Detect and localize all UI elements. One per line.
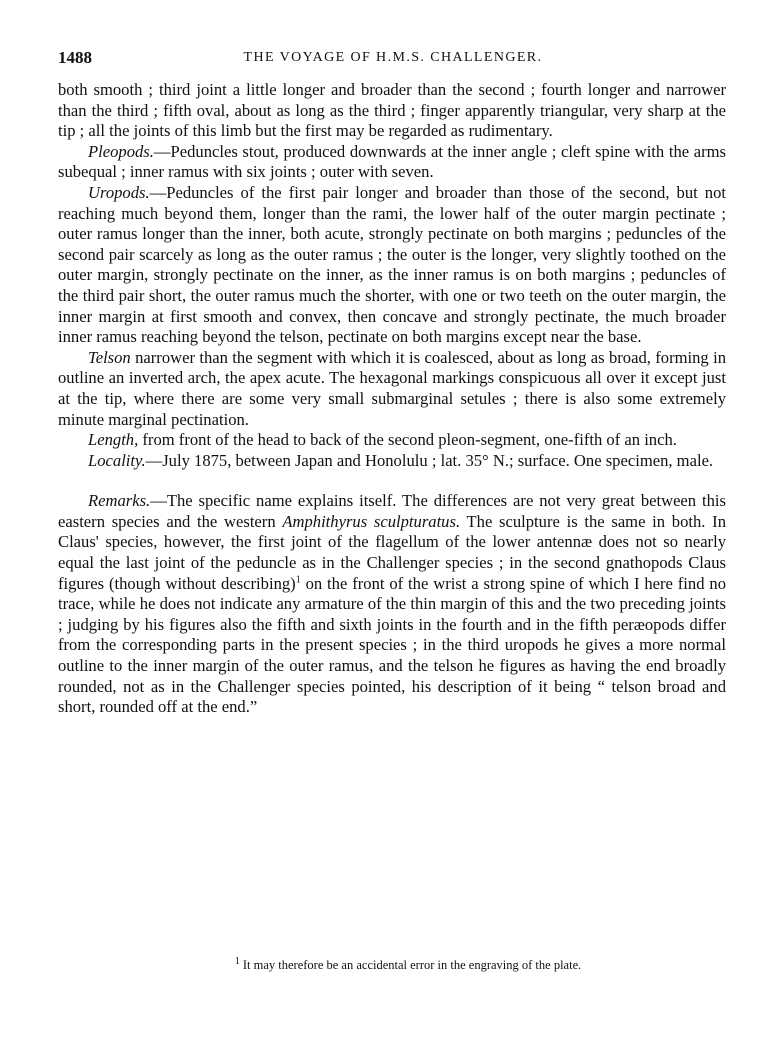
paragraph-text: narrower than the segment with which it is coalesced, about as long as broad, forming in outline an inverted arch, the apex acute. The hexagonal markings conspicuous all over it except just at the tip, where there are some very small submarginal setules ; there is also some extremely minute marginal pectination. [58,347,726,429]
paragraph-length [58,430,726,451]
paragraph-telson [58,348,726,430]
paragraph-text: —Peduncles of the first pair longer and broader than those of the second, but not reaching much beyond them, longer than the rami, the lower half of the outer margin pectinate ; outer ramus longer than the inner, both acute, strongly pectinate on both margins ; peduncles of the second pair scarcely as long as the outer ramus ; the outer is the longer, very slightly toothed on the outer margin, strongly pectinate on the inner, as the inner ramus is on both margins ; peduncles of the third pair short, the outer ramus much the shorter, with one or two teeth on the outer margin, the inner margin at first smooth and convex, then concave and strongly pectinate, the much broader inner ramus reaching beyond the telson, pectinate on both margins except near the base. [58,182,726,347]
paragraph-heading: Locality. [88,450,146,470]
remarks-text-1: —The specific name explains itself. The differences are not very great between this eastern species and the western [58,491,726,531]
remarks-text-3: on the front of the wrist a strong spine of which I here find no trace, while he does not indicate any armature of the thin margin of this and the two preceding joints ; judging by his figures also the fifth and sixth joints in the fourth and in the fifth peræopods differ from the corresponding parts in the present species ; in the third uropods he gives a more normal outline to the inner margin of the outer ramus, and the telson he figures as having the end broadly rounded, not as in the Challenger species pointed, his description of it being “ telson broad and short, rounded off at the end.” [58,573,726,717]
paragraph-continuation [58,80,726,142]
paragraph-pleopods [58,142,726,183]
paragraph-text: —Peduncles stout, produced downwards at the inner angle ; cleft spine with the arms subequal ; inner ramus with six joints ; outer with seven. [58,141,726,182]
paragraph-heading: Uropods. [88,182,150,202]
paragraph-text: from front of the head to back of the second pleon-segment, one-fifth of an inch. [138,430,677,450]
paragraph-remarks [58,491,726,718]
footnote-mark: 1 [234,955,240,967]
footnote-reference: 1 [295,574,301,586]
paragraph-heading: Pleopods. [88,141,154,161]
paragraph-heading: Remarks. [88,491,151,511]
paragraph-heading: Length, [88,430,139,450]
paragraph-uropods [58,183,726,348]
species-name: Amphithyrus sculpturatus. [282,511,461,531]
page-header [58,48,728,72]
paragraph-locality [58,451,726,472]
footnote [40,955,776,973]
remarks-text-2: The sculpture is the same in both. In Claus' species, however, the first joint of the flagellum of the lower antennæ does not so nearly equal the last joint of the peduncle as in the Challenger species ; in the second gnathopods Claus figures (though without describing) [58,511,726,593]
paragraph-text: both smooth ; third joint a little longer and broader than the second ; fourth longer and narrower than the third ; fifth oval, about as long as the third ; finger apparently triangular, very sharp at the tip ; all the joints of this limb but the first may be regarded as rudimentary. [58,80,726,141]
running-title: THE VOYAGE OF H.M.S. CHALLENGER. [243,50,543,65]
body-text [58,80,726,718]
paragraph-heading: Telson [88,347,131,367]
footnote-text: It may therefore be an accidental error in the engraving of the plate. [239,958,582,972]
paragraph-text: —July 1875, between Japan and Honolulu ; lat. 35° N.; surface. One specimen, male. [145,450,714,470]
page-number: 1488 [58,48,92,67]
